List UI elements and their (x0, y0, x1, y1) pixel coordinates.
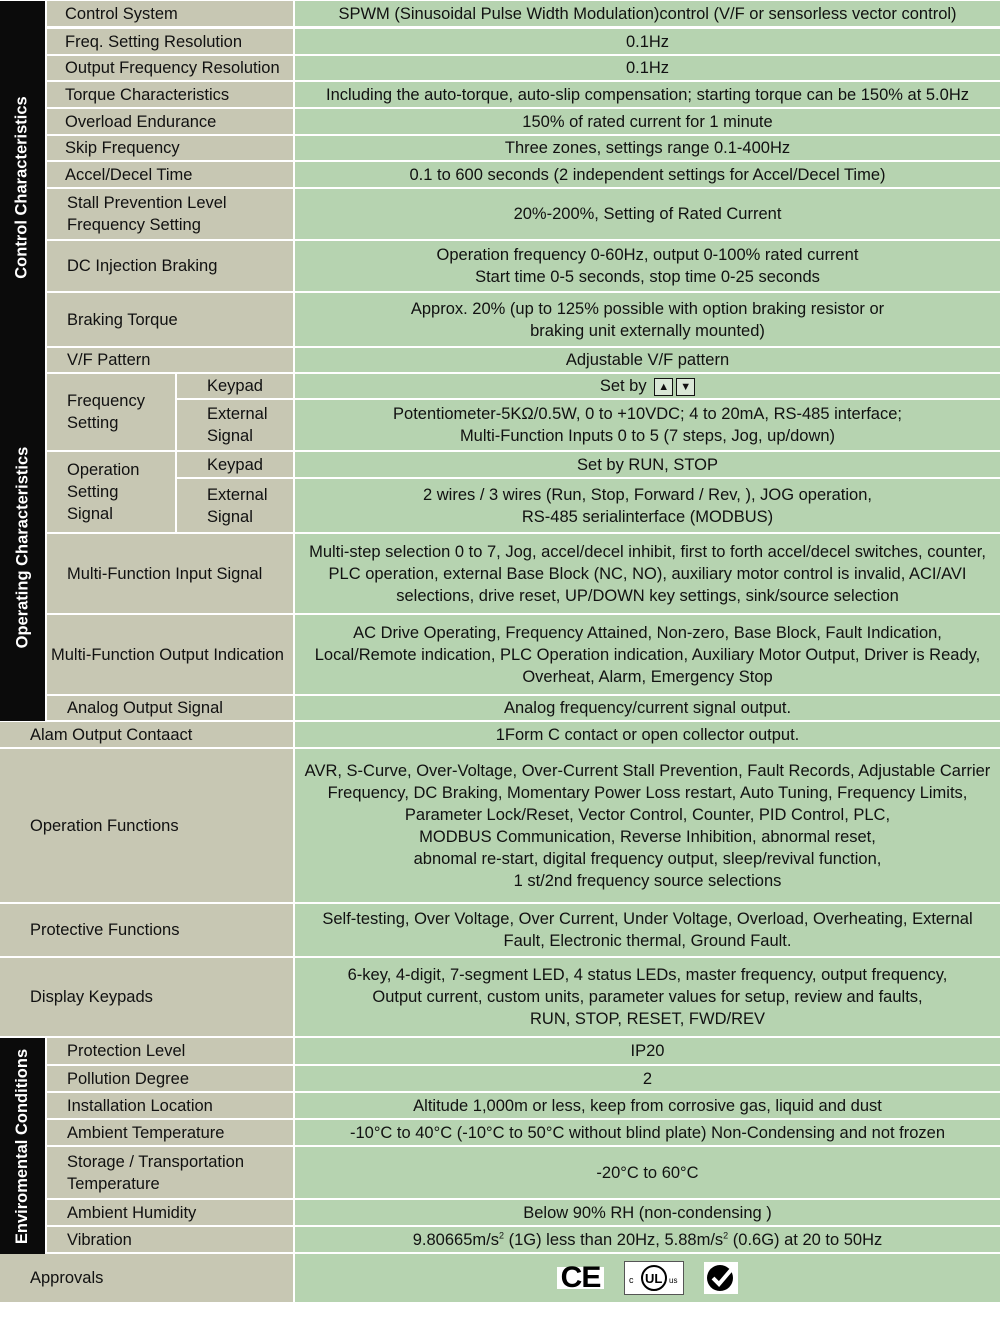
row-label: Display Keypads (30, 988, 153, 1006)
spec-value (295, 82, 1000, 107)
row-value-line: abnomal re-start, digital frequency output, sleep/revival function, (413, 849, 882, 868)
spec-label (47, 82, 293, 107)
row-value-line: AVR, S-Curve, Over-Voltage, Over-Current Stall Prevention, Fault Records, Adjustable Carrier (304, 761, 991, 780)
row-label-line: Frequency Setting (67, 216, 201, 234)
row-value: IP20 (630, 1042, 665, 1060)
row-label: Analog Output Signal (67, 699, 223, 717)
spec-label (47, 1200, 293, 1225)
spec-label (47, 1, 293, 26)
multi-function-output-value (295, 615, 1000, 694)
row-label: Control System (65, 4, 178, 23)
row-value-line: 1Form C contact or open collector output. (495, 725, 800, 744)
row-value-line: AC Drive Operating, Frequency Attained, Non-zero, Base Block, Fault Indication, (353, 623, 942, 642)
row-label: Output Frequency Resolution (65, 59, 280, 77)
row-label-line: Setting (67, 483, 119, 501)
spec-label (47, 348, 293, 372)
svg-text:UL: UL (645, 1271, 663, 1286)
row-label-line: Setting (67, 414, 119, 432)
down-arrow-key-icon: ▼ (676, 378, 695, 396)
row-label-line: External (207, 405, 268, 423)
spec-value (295, 1120, 1000, 1145)
row-value: 0.1 to 600 seconds (2 independent settings for Accel/Decel Time) (409, 165, 886, 184)
vibration-part1: 9.80665m/s (412, 1230, 499, 1249)
row-value-line: MODBUS Communication, Reverse Inhibition, abnormal reset, (419, 827, 876, 846)
row-value: Analog frequency/current signal output. (503, 699, 792, 717)
row-label-line: Signal (207, 507, 253, 526)
row-label: Torque Characteristics (65, 85, 230, 104)
operation-external-value (295, 479, 1000, 532)
row-value-line: 2 wires / 3 wires (Run, Stop, Forward / Rev, ), JOG operation, (422, 485, 872, 504)
spec-value (295, 722, 1000, 747)
row-value-line: Self-testing, Over Voltage, Over Current, Under Voltage, Overload, Overheating, External (322, 910, 973, 928)
frequency-external-value (295, 400, 1000, 450)
row-label-line: External (207, 485, 268, 504)
row-label-line: Frequency (67, 392, 145, 410)
row-label: Installation Location (67, 1096, 213, 1115)
row-value-line: Local/Remote indication, PLC Operation indication, Auxiliary Motor Output, Driver is Ready, (314, 645, 981, 664)
spec-value (295, 749, 1000, 902)
row-label: Approvals (30, 1269, 104, 1287)
vibration-sup1: 2 (498, 1230, 504, 1240)
row-value-line: Fault, Electronic thermal, Ground Fault. (503, 932, 792, 950)
spec-label (0, 722, 293, 747)
row-value-line: Multi-step selection 0 to 7, Jog, accel/decel inhibit, first to forth accel/decel switches, counter, (309, 542, 986, 561)
spec-value (295, 1093, 1000, 1118)
spec-label (47, 136, 293, 160)
approvals-value (295, 1254, 1000, 1302)
external-signal-label (177, 400, 293, 450)
vibration-sup2: 2 (723, 1230, 729, 1240)
frequency-setting-label (47, 374, 175, 450)
row-value-line: Start time 0-5 seconds, stop time 0-25 seconds (475, 268, 820, 286)
row-value-line: 6-key, 4-digit, 7-segment LED, 4 status LEDs, master frequency, output frequency, (347, 966, 948, 984)
row-label-line: Operation (67, 461, 140, 479)
analog-output-value (295, 696, 1000, 720)
category-label: Control Characteristics (13, 96, 31, 279)
row-value: Three zones, settings range 0.1-400Hz (504, 139, 791, 157)
spec-value (295, 1066, 1000, 1091)
up-arrow-key-icon: ▲ (654, 378, 673, 396)
approvals-label (0, 1254, 293, 1302)
category-label: Operating Characteristics (13, 446, 31, 649)
spec-label (47, 189, 293, 239)
vibration-value (295, 1227, 1000, 1252)
row-value-line: Potentiometer-5KΩ/0.5W, 0 to +10VDC; 4 to 20mA, RS-485 interface; (393, 405, 902, 423)
row-label-line: Signal (207, 427, 253, 445)
row-value: 2 (642, 1069, 653, 1088)
row-value: -20°C to 60°C (596, 1163, 699, 1182)
row-value-line: 1 st/2nd frequency source selections (513, 871, 782, 890)
ce-mark-icon: CE (557, 1267, 605, 1289)
spec-label (0, 749, 293, 902)
row-value: Altitude 1,000m or less, keep from corrosive gas, liquid and dust (413, 1096, 882, 1115)
operation-keypad-value (295, 452, 1000, 477)
row-value: Adjustable V/F pattern (565, 351, 730, 369)
spec-label (47, 109, 293, 134)
vibration-label (47, 1227, 293, 1252)
spec-label (47, 162, 293, 187)
row-value-line: Approx. 20% (up to 125% possible with option braking resistor or (410, 299, 885, 318)
spec-value (295, 1147, 1000, 1198)
spec-value (295, 293, 1000, 346)
row-value: 0.1Hz (625, 32, 670, 51)
row-value-line: braking unit externally mounted) (530, 321, 765, 340)
spec-value (295, 56, 1000, 80)
row-label: Skip Frequency (65, 139, 180, 157)
spec-label (47, 29, 293, 54)
row-label: Alam Output Contaact (30, 725, 193, 744)
keypad-arrow-value (295, 374, 1000, 398)
category-label: Enviromental Conditions (13, 1048, 32, 1244)
spec-value (295, 1038, 1000, 1064)
spec-value (295, 241, 1000, 291)
category-operating-characteristics (0, 374, 45, 721)
category-control-characteristics (0, 1, 45, 374)
row-label-line: Temperature (67, 1174, 160, 1193)
row-label-line: Storage / Transportation (67, 1152, 245, 1171)
spec-value (295, 29, 1000, 54)
vibration-part3: (0.6G) at 20 to 50Hz (728, 1230, 883, 1249)
row-label: Braking Torque (67, 310, 178, 329)
row-value: Set by RUN, STOP (577, 455, 718, 474)
row-label: Multi-Function Input Signal (67, 564, 263, 583)
vibration-text (413, 1229, 883, 1251)
multi-function-input-label (47, 534, 293, 613)
keypad-label (177, 452, 293, 477)
row-label: DC Injection Braking (67, 257, 218, 275)
row-label: Freq. Setting Resolution (65, 32, 243, 51)
row-value-line: Parameter Lock/Reset, Vector Control, Counter, PID Control, PLC, (404, 805, 891, 824)
operation-setting-signal-label (47, 452, 175, 532)
row-label: Keypad (207, 455, 263, 474)
row-label: Operation Functions (30, 816, 179, 835)
row-label: Protective Functions (30, 921, 180, 939)
spec-label (47, 1038, 293, 1064)
spec-label (47, 293, 293, 346)
row-label-line: Signal (67, 505, 113, 523)
spec-value (295, 1200, 1000, 1225)
row-value-line: RUN, STOP, RESET, FWD/REV (529, 1010, 765, 1028)
check-mark-icon (704, 1262, 738, 1294)
spec-value (295, 136, 1000, 160)
set-by-text: Set by (599, 377, 647, 395)
row-value: Below 90% RH (non-condensing ) (523, 1203, 772, 1222)
row-label-line: Stall Prevention Level (67, 194, 227, 212)
svg-text:c: c (629, 1275, 634, 1285)
spec-label (47, 1147, 293, 1198)
row-value: -10°C to 40°C (-10°C to 50°C without blind plate) Non-Condensing and not frozen (349, 1123, 946, 1142)
svg-text:us: us (669, 1276, 678, 1285)
keypad-set-by (600, 375, 695, 397)
row-label: Vibration (67, 1230, 132, 1249)
row-label: Accel/Decel Time (65, 165, 193, 184)
row-label: Overload Endurance (65, 112, 217, 131)
row-label: Multi-Function Output Indication (51, 645, 284, 664)
external-signal-label (177, 479, 293, 532)
row-value: Including the auto-torque, auto-slip compensation; starting torque can be 150% at 5.0Hz (326, 85, 969, 104)
multi-function-output-label (47, 615, 293, 694)
analog-output-label (47, 696, 293, 720)
row-value-line: PLC operation, external Base Block (NC, NO), auxiliary motor control is invalid, ACI/AVI (328, 564, 967, 583)
spec-label (47, 241, 293, 291)
vibration-part2: (1G) less than 20Hz, 5.88m/s (503, 1230, 724, 1249)
spec-value (295, 109, 1000, 134)
row-value: 20%-200%, Setting of Rated Current (513, 205, 782, 223)
spec-label (0, 904, 293, 956)
spec-value (295, 904, 1000, 956)
row-label: Ambient Humidity (67, 1203, 197, 1222)
spec-value (295, 348, 1000, 372)
row-label: Keypad (207, 377, 263, 395)
spec-value (295, 958, 1000, 1036)
spec-label (0, 958, 293, 1036)
spec-value (295, 1, 1000, 26)
row-label: V/F Pattern (67, 351, 151, 369)
row-value-line: Overheat, Alarm, Emergency Stop (522, 667, 773, 686)
row-label: Pollution Degree (67, 1069, 189, 1088)
spec-value (295, 162, 1000, 187)
row-value: 0.1Hz (625, 59, 670, 77)
ul-listed-icon (624, 1261, 684, 1295)
row-value-line: Output current, custom units, parameter values for setup, review and faults, (372, 988, 923, 1006)
row-value-line: Multi-Function Inputs 0 to 5 (7 steps, Jog, up/down) (459, 427, 836, 445)
spec-value (295, 189, 1000, 239)
spec-label (47, 1066, 293, 1091)
row-label: Protection Level (67, 1042, 186, 1060)
row-value: SPWM (Sinusoidal Pulse Width Modulation)control (V/F or sensorless vector control) (338, 4, 957, 23)
spec-label (47, 1093, 293, 1118)
spec-label (47, 1120, 293, 1145)
row-value-line: selections, drive reset, UP/DOWN key settings, sink/source selection (396, 586, 899, 605)
category-environmental-conditions (0, 1038, 45, 1254)
row-label: Ambient Temperature (67, 1123, 225, 1142)
row-value-line: RS-485 serialinterface (MODBUS) (521, 507, 774, 526)
keypad-label (177, 374, 293, 398)
row-value: 150% of rated current for 1 minute (522, 112, 773, 131)
row-value-line: Operation frequency 0-60Hz, output 0-100% rated current (436, 246, 859, 264)
spec-label (47, 56, 293, 80)
row-value-line: Frequency, DC Braking, Momentary Power Loss restart, Auto Tuning, Frequency Limits, (327, 783, 968, 802)
multi-function-input-value (295, 534, 1000, 613)
